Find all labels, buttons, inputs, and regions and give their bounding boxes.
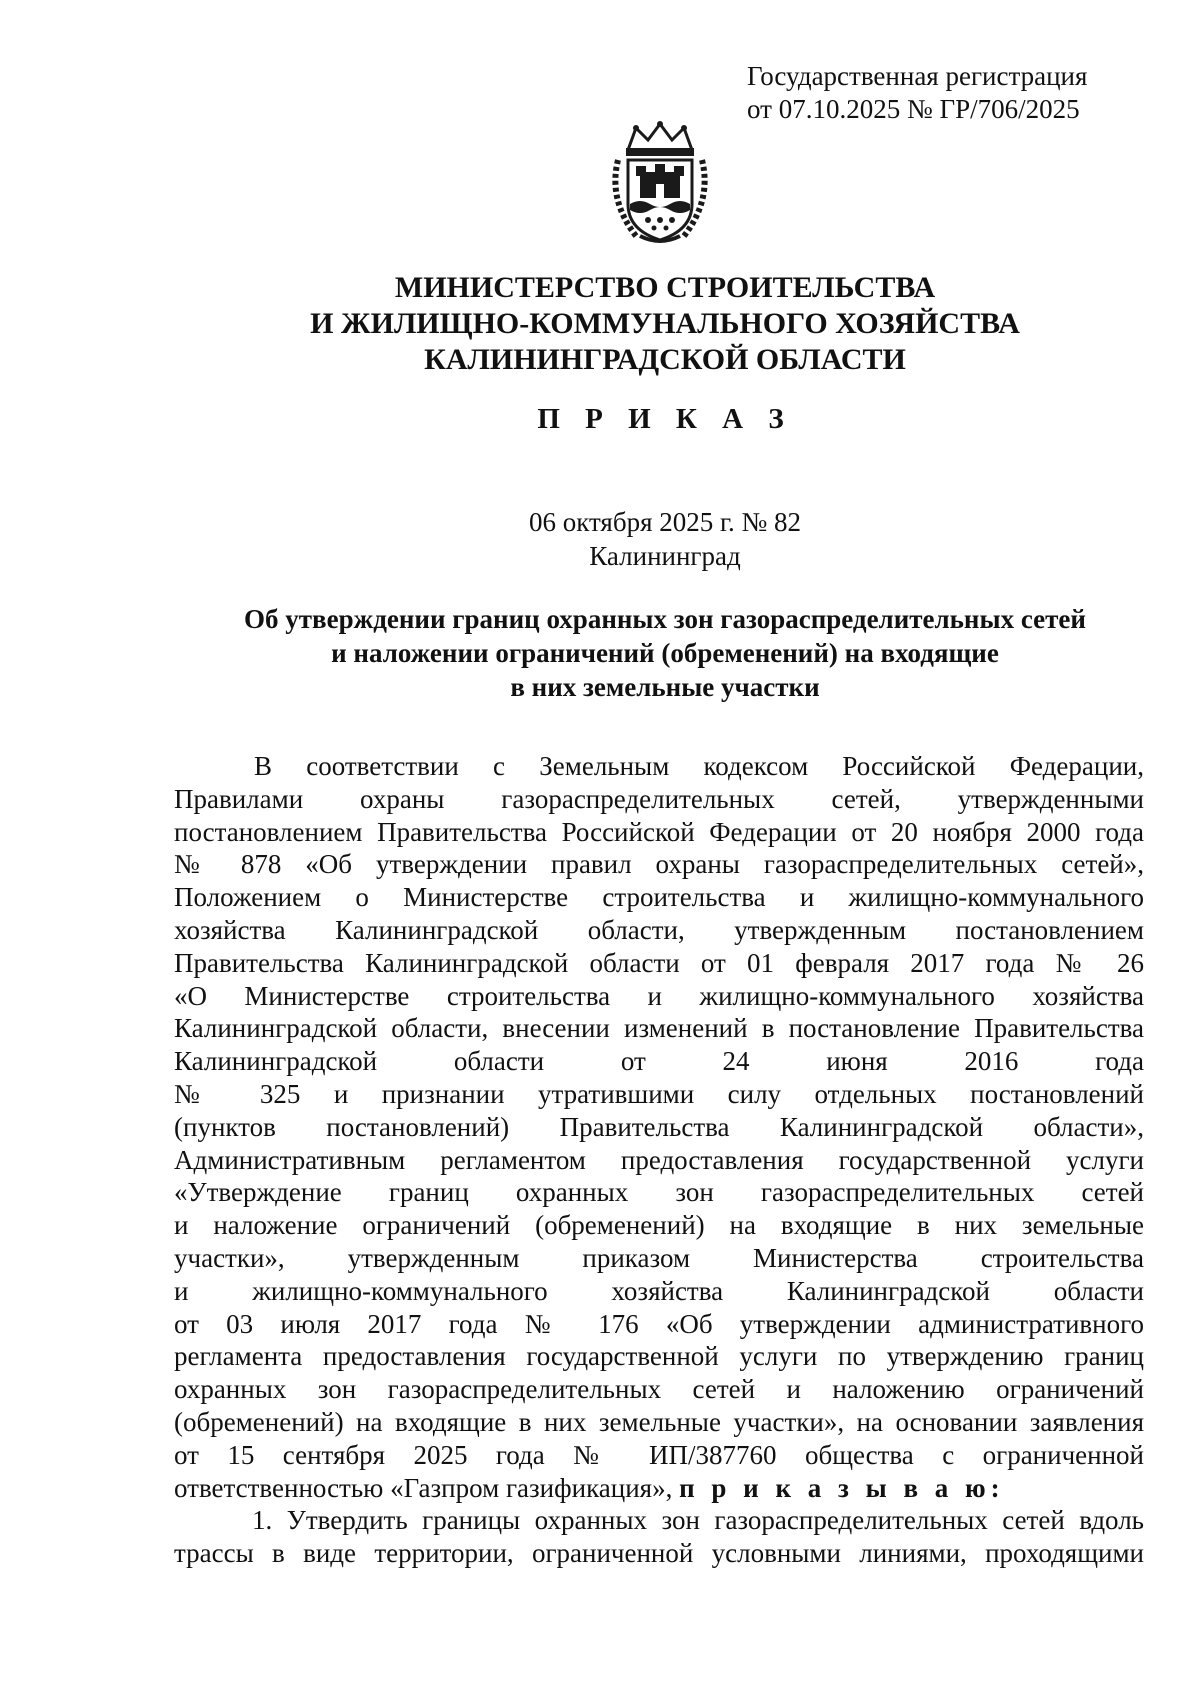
body-line-with-order-verb xyxy=(174,1472,1144,1505)
body-line-prefix: ответственностью «Газпром газификация», xyxy=(174,1472,680,1503)
registration-line-1: Государственная регистрация xyxy=(747,61,1088,91)
body-line: постановлением Правительства Российской Федерации от 20 ноября 2000 года xyxy=(174,816,1144,847)
body-line: В соответствии с Земельным кодексом Российской Федерации, xyxy=(254,751,1144,781)
ministry-line-2: И ЖИЛИЩНО-КОММУНАЛЬНОГО ХОЗЯЙСТВА xyxy=(310,307,1020,340)
subject-line-1: Об утверждении границ охранных зон газораспределительных сетей xyxy=(244,604,1086,634)
order-verb: п р и к а з ы в а ю: xyxy=(679,1472,1005,1503)
body-line: № 878 «Об утверждении правил охраны газораспределительных сетей», xyxy=(174,849,1144,880)
order-date-number: 06 октября 2025 г. № 82 xyxy=(528,507,802,537)
body-line: от 15 сентября 2025 года № ИП/387760 общества с ограниченной xyxy=(174,1439,1144,1470)
body-line: Административным регламентом предоставления государственной услуги xyxy=(174,1144,1144,1175)
body-line: Правилами охраны газораспределительных сетей, утвержденными xyxy=(174,783,1144,814)
body-line: охранных зон газораспределительных сетей и наложению ограничений xyxy=(174,1374,1144,1405)
order-title: П Р И К А З xyxy=(537,403,793,435)
state-registration-stamp xyxy=(747,60,1167,126)
body-line: хозяйства Калининградской области, утвержденным постановлением xyxy=(174,914,1144,945)
body-line: участки», утвержденным приказом Министерства строительства xyxy=(174,1242,1144,1273)
body-line: и наложение ограничений (обременений) на входящие в них земельные xyxy=(174,1210,1144,1241)
order-body xyxy=(174,750,1144,1570)
body-line: (пунктов постановлений) Правительства Калининградской области», xyxy=(174,1111,1144,1142)
body-line: от 03 июля 2017 года № 176 «Об утверждении административного xyxy=(174,1308,1144,1339)
body-line: (обременений) на входящие в них земельные участки», на основании заявления xyxy=(174,1406,1144,1437)
order-meta xyxy=(0,505,1200,573)
body-line: Калининградской области, внесении изменений в постановление Правительства xyxy=(174,1013,1144,1044)
item-1-line-2: трассы в виде территории, ограниченной условными линиями, проходящими xyxy=(174,1538,1144,1569)
body-line: Правительства Калининградской области от 01 февраля 2017 года № 26 xyxy=(174,947,1144,978)
subject-line-3: в них земельные участки xyxy=(510,672,820,702)
body-line: регламента предоставления государственной услуги по утверждению границ xyxy=(174,1341,1144,1372)
order-city: Калининград xyxy=(589,541,741,571)
coat-of-arms-icon xyxy=(606,120,714,246)
order-subject xyxy=(0,602,1200,704)
registration-line-2: от 07.10.2025 № ГР/706/2025 xyxy=(747,94,1080,124)
ministry-name xyxy=(0,270,1200,378)
ministry-line-1: МИНИСТЕРСТВО СТРОИТЕЛЬСТВА xyxy=(394,271,936,304)
body-line: Калининградской области от 24 июня 2016 года xyxy=(174,1046,1144,1077)
item-1-line-1: 1. Утвердить границы охранных зон газораспределительных сетей вдоль xyxy=(252,1505,1144,1536)
ministry-line-3: КАЛИНИНГРАДСКОЙ ОБЛАСТИ xyxy=(424,343,906,376)
body-line: «О Министерстве строительства и жилищно-коммунального хозяйства xyxy=(174,980,1144,1011)
body-line: и жилищно-коммунального хозяйства Калининградской области xyxy=(174,1275,1144,1306)
body-line: № 325 и признании утратившими силу отдельных постановлений xyxy=(174,1078,1144,1109)
body-line: «Утверждение границ охранных зон газораспределительных сетей xyxy=(174,1177,1144,1208)
subject-line-2: и наложении ограничений (обременений) на входящие xyxy=(331,638,999,668)
body-line: Положением о Министерстве строительства и жилищно-коммунального xyxy=(174,882,1144,913)
